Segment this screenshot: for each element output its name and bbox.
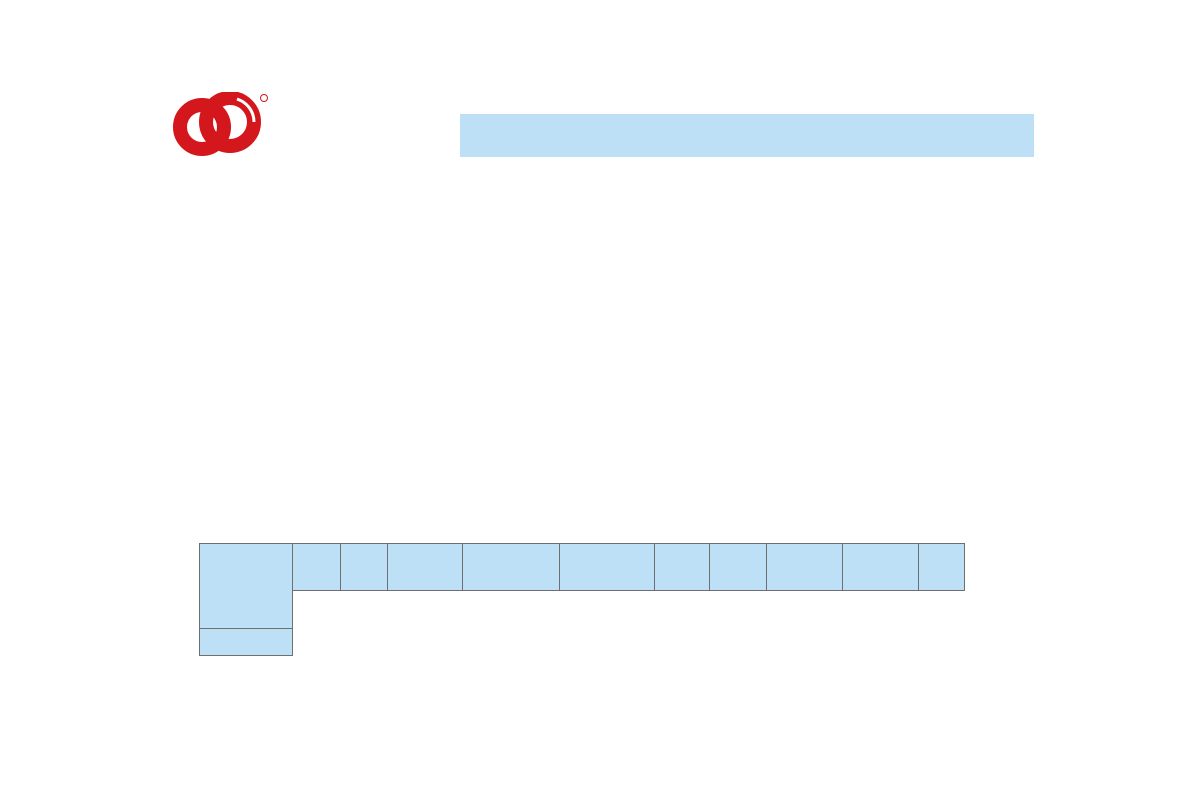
weight-header bbox=[919, 544, 965, 591]
unibear-logo bbox=[166, 92, 286, 188]
pitch-header bbox=[293, 544, 341, 591]
symbols-row bbox=[200, 591, 965, 629]
standard-label bbox=[200, 629, 293, 656]
roller-diameter-header bbox=[341, 544, 388, 591]
avg-load-header bbox=[843, 544, 919, 591]
min-load-header bbox=[767, 544, 843, 591]
page-title-banner bbox=[460, 114, 1034, 157]
inner-width-header bbox=[388, 544, 463, 591]
pin-length-header bbox=[560, 544, 655, 591]
table-row bbox=[200, 656, 965, 684]
plate-thickness-header bbox=[710, 544, 767, 591]
name-header bbox=[200, 544, 293, 629]
units-row bbox=[200, 629, 965, 656]
double-ring-logo-icon bbox=[172, 92, 268, 160]
plate-height-header bbox=[655, 544, 710, 591]
chain-technical-drawing bbox=[360, 276, 900, 500]
pin-diameter-header bbox=[463, 544, 560, 591]
header-row bbox=[200, 544, 965, 591]
spec-table bbox=[199, 543, 965, 684]
